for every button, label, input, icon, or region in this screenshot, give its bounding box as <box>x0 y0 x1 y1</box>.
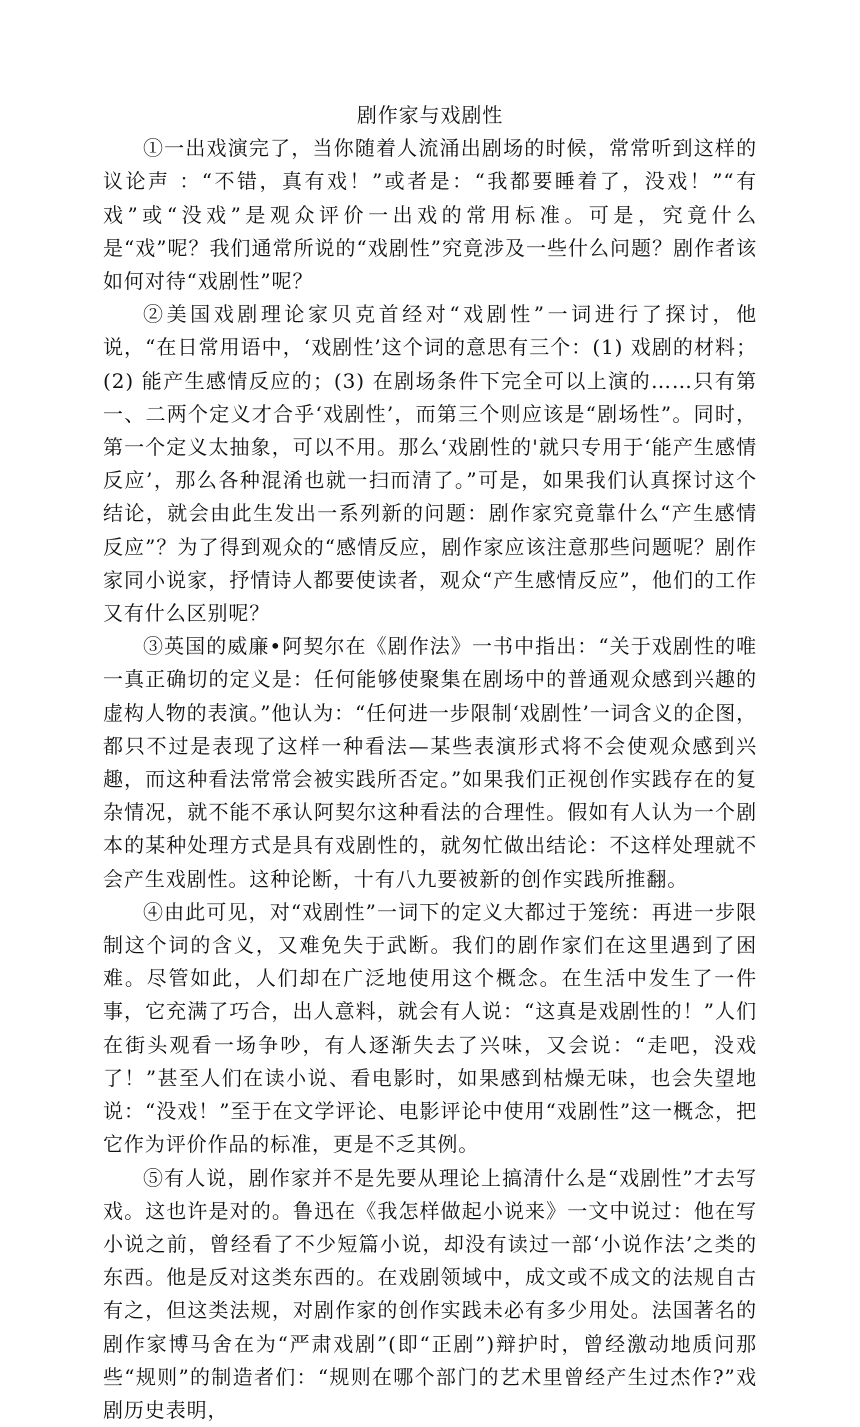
paragraph-1: ①一出戏演完了，当你随着人流涌出剧场的时候，常常听到这样的议论声 ：“不错，真有戏！”或者是：“我都要睡着了，没戏！”“有戏”或“没戏”是观众评价一出戏的常用标准。可是，究竟什么是“戏”呢？我们通常所说的“戏剧性”究竟涉及一些什么问题？剧作者该如何对待“戏剧性”呢？ <box>103 132 757 298</box>
paragraph-5: ⑤有人说，剧作家并不是先要从理论上搞清什么是“戏剧性”才去写戏。这也许是对的。鲁迅在《我怎样做起小说来》一文中说过：他在写小说之前，曾经看了不少短篇小说，却没有读过一部‘小说作法’之类的东西。他是反对这类东西的。在戏剧领域中，成文或不成文的法规自古有之，但这类法规，对剧作家的创作实践未必有多少用处。法国著名的剧作家博马舍在为“严肃戏剧”(即“正剧”)辩护时，曾经激动地质问那些“规则”的制造者们：“规则在哪个部门的艺术里曾经产生过杰作?”戏剧历史表明， <box>103 1162 757 1427</box>
document-page <box>103 99 757 1427</box>
paragraph-4: ④由此可见，对“戏剧性”一词下的定义大都过于笼统：再进一步限制这个词的含义，又难免失于武断。我们的剧作家们在这里遇到了困难。尽管如此，人们却在广泛地使用这个概念。在生活中发生了一件事，它充满了巧合，出人意料，就会有人说：“这真是戏剧性的！”人们在街头观看一场争吵，有人逐渐失去了兴味，又会说：“走吧，没戏了！”甚至人们在读小说、看电影时，如果感到枯燥无味，也会失望地说：“没戏！”至于在文学评论、电影评论中使用“戏剧性”这一概念，把它作为评价作品的标准，更是不乏其例。 <box>103 896 757 1162</box>
paragraph-3: ③英国的威廉•阿契尔在《剧作法》一书中指出：“关于戏剧性的唯一真正确切的定义是：任何能够使聚集在剧场中的普通观众感到兴趣的虚构人物的表演。”他认为：“任何进一步限制‘戏剧性’一词含义的企图，都只不过是表现了这样一种看法—某些表演形式将不会使观众感到兴趣，而这种看法常常会被实践所否定。”如果我们正视创作实践存在的复杂情况，就不能不承认阿契尔这种看法的合理性。假如有人认为一个剧本的某种处理方式是具有戏剧性的，就匆忙做出结论：不这样处理就不会产生戏剧性。这种论断，十有八九要被新的创作实践所推翻。 <box>103 630 757 896</box>
paragraph-2: ②美国戏剧理论家贝克首经对“戏剧性”一词进行了探讨，他说，“在日常用语中，‘戏剧性’这个词的意思有三个：(1) 戏剧的材料；(2) 能产生感情反应的；(3) 在剧场条件下完全可以上演的……只有第一、二两个定义才合乎‘戏剧性’，而第三个则应该是“剧场性”。同时，第一个定义太抽象，可以不用。那么‘戏剧性的'就只专用于‘能产生感情反应’，那么各种混淆也就一扫而清了。”可是，如果我们认真探讨这个结论，就会由此生发出一系列新的问题：剧作家究竟靠什么“产生感情反应”？为了得到观众的“感情反应，剧作家应该注意那些问题呢？剧作家同小说家，抒情诗人都要使读者，观众“产生感情反应”，他们的工作又有什么区别呢？ <box>103 298 757 630</box>
article-title: 剧作家与戏剧性 <box>103 99 757 132</box>
